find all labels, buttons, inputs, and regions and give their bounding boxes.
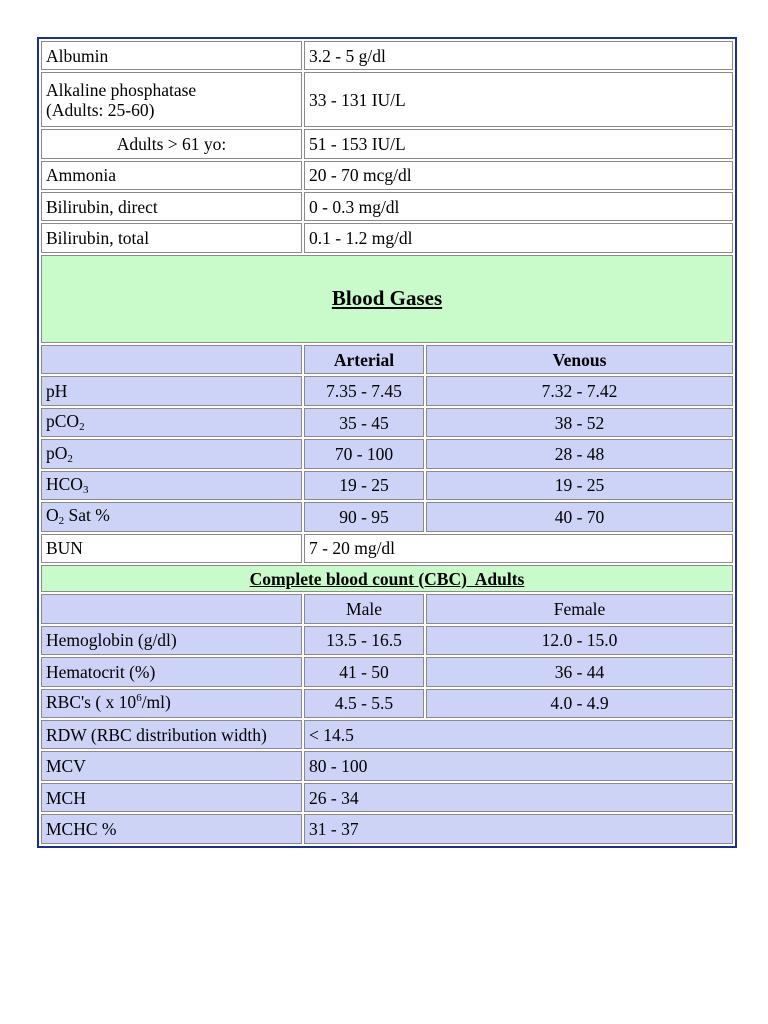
subscript: 2 — [79, 421, 85, 434]
table-row — [41, 783, 733, 812]
test-range: 26 - 34 — [304, 783, 733, 812]
test-name: Hemoglobin (g/dl) — [41, 626, 302, 655]
empty-header-cell — [41, 594, 302, 623]
arterial-range: 90 - 95 — [304, 502, 424, 531]
test-name: RDW (RBC distribution width) — [41, 720, 302, 749]
column-header-male: Male — [304, 594, 424, 623]
subscript: 3 — [82, 483, 89, 496]
subscript: 2 — [67, 452, 73, 465]
test-range: 3.2 - 5 g/dl — [304, 41, 733, 70]
test-name: Bilirubin, total — [41, 223, 302, 252]
venous-range: 19 - 25 — [426, 471, 733, 500]
test-name — [41, 439, 302, 468]
name-text: /ml) — [141, 691, 171, 712]
table-row — [41, 751, 733, 780]
test-range: 7 - 20 mg/dl — [304, 534, 733, 563]
superscript: 6 — [136, 691, 142, 704]
table-row — [41, 408, 733, 437]
test-name: pH — [41, 376, 302, 405]
test-name: MCHC % — [41, 814, 302, 844]
arterial-range: 19 - 25 — [304, 471, 424, 500]
venous-range: 38 - 52 — [426, 408, 733, 437]
test-range: 51 - 153 IU/L — [304, 129, 733, 158]
table-row — [41, 376, 733, 405]
test-name-line: (Adults: 25-60) — [46, 99, 155, 120]
test-name-line: Alkaline phosphatase — [46, 79, 197, 100]
empty-header-cell — [41, 345, 302, 374]
name-text: pCO — [46, 411, 80, 432]
arterial-range: 7.35 - 7.45 — [304, 376, 424, 405]
table-row — [41, 192, 733, 221]
test-name: MCV — [41, 751, 302, 780]
column-header-female: Female — [426, 594, 733, 623]
female-range: 12.0 - 15.0 — [426, 626, 733, 655]
name-text: pO — [46, 442, 68, 463]
section-title-text: Blood Gases — [331, 286, 443, 311]
table-row — [41, 502, 733, 531]
table-row — [41, 439, 733, 468]
test-range: 31 - 37 — [304, 814, 733, 844]
section-title-blood-gases — [41, 255, 733, 343]
column-header-row — [41, 345, 733, 374]
lab-values-table — [37, 37, 737, 848]
test-name — [41, 502, 302, 531]
test-range: 80 - 100 — [304, 751, 733, 780]
female-range: 4.0 - 4.9 — [426, 689, 733, 718]
venous-range: 40 - 70 — [426, 502, 733, 531]
venous-range: 28 - 48 — [426, 439, 733, 468]
test-range: 0 - 0.3 mg/dl — [304, 192, 733, 221]
section-header-row — [41, 565, 733, 592]
table-row — [41, 689, 733, 718]
test-range: < 14.5 — [304, 720, 733, 749]
female-range: 36 - 44 — [426, 657, 733, 686]
test-name: Adults > 61 yo: — [41, 129, 302, 158]
name-text: Sat % — [64, 505, 110, 526]
table-row — [41, 223, 733, 252]
test-range: 33 - 131 IU/L — [304, 72, 733, 127]
name-text: RBC's ( x 10 — [46, 691, 137, 712]
test-range: 0.1 - 1.2 mg/dl — [304, 223, 733, 252]
test-name: Ammonia — [41, 161, 302, 190]
table-row — [41, 626, 733, 655]
test-name: Albumin — [41, 41, 302, 70]
test-name: Bilirubin, direct — [41, 192, 302, 221]
test-name — [41, 689, 302, 718]
column-header-venous: Venous — [426, 345, 733, 374]
subscript: 2 — [58, 515, 65, 528]
test-name — [41, 408, 302, 437]
test-name: Hematocrit (%) — [41, 657, 302, 686]
name-text: O — [46, 505, 59, 526]
table-row — [41, 814, 733, 844]
venous-range: 7.32 - 7.42 — [426, 376, 733, 405]
table-row — [41, 657, 733, 686]
test-name: MCH — [41, 783, 302, 812]
male-range: 41 - 50 — [304, 657, 424, 686]
section-title-text: Complete blood count (CBC) Adults — [249, 568, 525, 589]
arterial-range: 35 - 45 — [304, 408, 424, 437]
table-row — [41, 41, 733, 70]
test-range: 20 - 70 mcg/dl — [304, 161, 733, 190]
table-row — [41, 129, 733, 158]
male-range: 13.5 - 16.5 — [304, 626, 424, 655]
arterial-range: 70 - 100 — [304, 439, 424, 468]
table-row — [41, 161, 733, 190]
column-header-row — [41, 594, 733, 623]
test-name — [41, 471, 302, 500]
section-header-row — [41, 255, 733, 343]
column-header-arterial: Arterial — [304, 345, 424, 374]
test-name: BUN — [41, 534, 302, 563]
section-title-cbc — [41, 565, 733, 592]
table-row — [41, 534, 733, 563]
table-row — [41, 720, 733, 749]
male-range: 4.5 - 5.5 — [304, 689, 424, 718]
table-row — [41, 72, 733, 127]
test-name — [41, 72, 302, 127]
table-row — [41, 471, 733, 500]
name-text: HCO — [46, 473, 83, 494]
